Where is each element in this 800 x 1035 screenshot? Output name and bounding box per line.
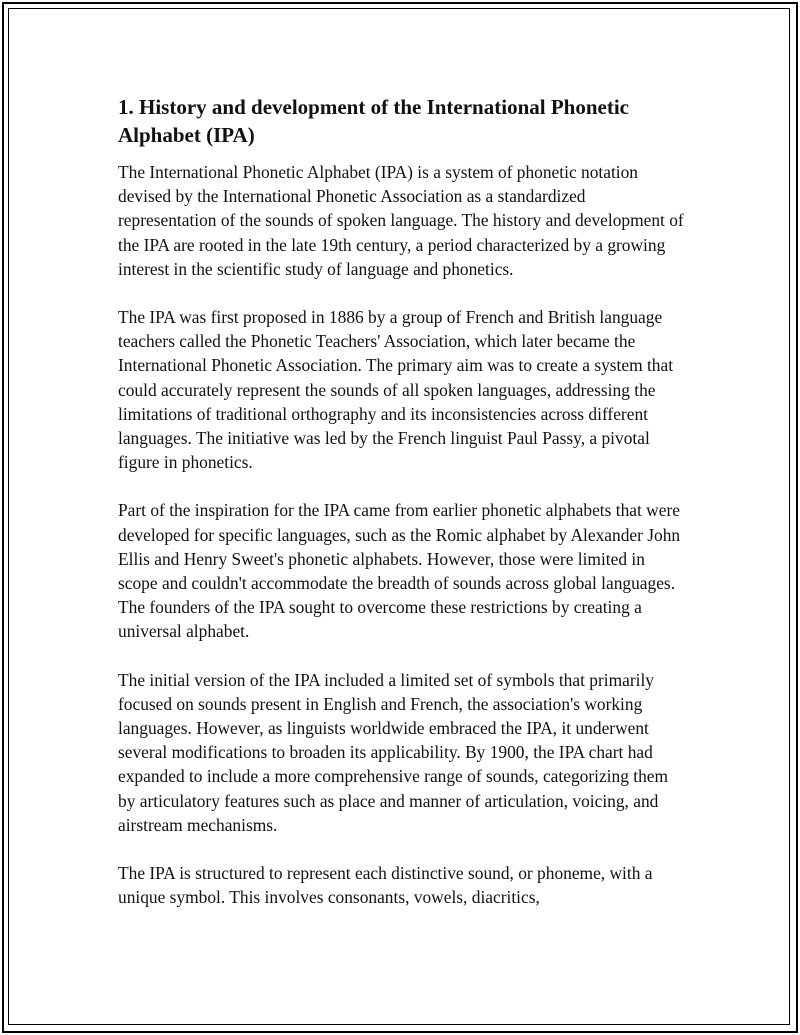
paragraph-ipa-initial-version: The initial version of the IPA included a limited set of symbols that primarily focused on sounds present in English and French, the association's working languages. However, as linguists worldwide embraced the IPA, it underwent several modifications to broaden its applicability. By 1900, the IPA chart had expanded to include a more comprehensive range of sounds, categorizing them by articulatory features such as place and manner of articulation, voicing, and airstream mechanisms. [118, 669, 669, 835]
paragraph-ipa-structure: The IPA is structured to represent each distinctive sound, or phoneme, with a unique symbol. This involves consonants, vowels, diacritics, [118, 863, 653, 908]
paragraph-ipa-definition: The International Phonetic Alphabet (IPA) is a system of phonetic notation devised by the International Phonetic Association as a standardized representation of the sounds of spoken language. The history and development of the IPA are rooted in the late 19th century, a period characterized by a growing interest in the scientific study of language and phonetics. [118, 162, 684, 279]
paragraph-ipa-origin: The IPA was first proposed in 1886 by a group of French and British language teachers called the Phonetic Teachers' Association, which later became the International Phonetic Association. The primary aim was to create a system that could accurately represent the sounds of all spoken languages, addressing the limitations of traditional orthography and its inconsistencies across different languages. The initiative was led by the French linguist Paul Passy, a pivotal figure in phonetics. [118, 307, 674, 473]
section-heading: 1. History and development of the International Phonetic Alphabet (IPA) [118, 95, 629, 147]
document-body [118, 93, 688, 933]
paragraph-ipa-inspiration: Part of the inspiration for the IPA came from earlier phonetic alphabets that were developed for specific languages, such as the Romic alphabet by Alexander John Ellis and Henry Sweet's phonetic alphabets. However, those were limited in scope and couldn't accommodate the breadth of sounds across global languages. The founders of the IPA sought to overcome these restrictions by creating a universal alphabet. [118, 500, 681, 642]
